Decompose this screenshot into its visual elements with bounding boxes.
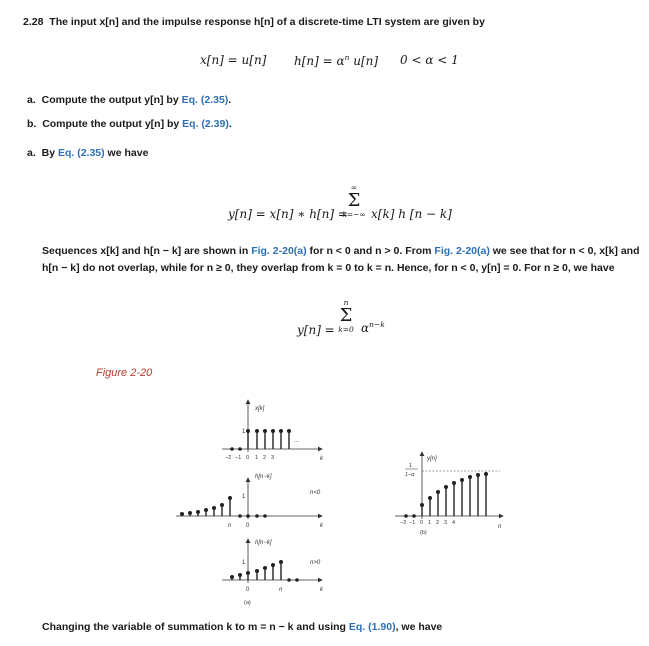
solution-a-text: By	[41, 147, 58, 159]
figure-label: Figure 2-20	[96, 367, 153, 379]
panel-b-caption: (b)	[420, 530, 427, 536]
yn-tick-3: 3	[444, 520, 448, 526]
xk-one: 1	[242, 429, 246, 435]
panel-a-caption: (a)	[244, 600, 251, 606]
h-pos-label: h[n−k]	[255, 540, 272, 546]
xk-tick-2: 2	[263, 455, 267, 461]
h-pos-one: 1	[242, 560, 246, 566]
h-pos-tick-0: 0	[246, 587, 250, 593]
sum-upper: n	[343, 298, 349, 307]
part-b-end: .	[228, 118, 232, 130]
yn-level-num: 1	[409, 463, 413, 469]
h-neg-axis-var: k	[320, 523, 323, 529]
paragraph-text-1b: for n < 0 and n > 0. From	[306, 245, 435, 257]
conv-sum-lower: k=−∞	[342, 210, 366, 219]
fig-link-1[interactable]: Fig. 2-20(a)	[251, 245, 307, 257]
h-pos-axis-var: k	[320, 587, 323, 593]
paragraph-text-1a: Sequences x[k] and h[n − k] are shown in	[42, 245, 252, 257]
impulse-base: h[n] = α	[294, 54, 345, 68]
conv-sum-upper: ∞	[350, 183, 358, 192]
part-a-eq-link[interactable]: Eq. (2.35)	[181, 94, 229, 106]
impulse-exponent: n	[344, 53, 350, 62]
yn-tick-0: 0	[420, 520, 424, 526]
panel-a-h-pos	[222, 539, 324, 606]
h-pos-cond: n>0	[310, 560, 321, 566]
h-neg-one: 1	[242, 494, 246, 500]
closing-line	[42, 621, 442, 633]
yn-tick-m1: −1	[409, 520, 416, 526]
h-neg-tick-0: 0	[246, 523, 250, 529]
closing-end: , we have	[395, 621, 443, 633]
xk-tick-1: 1	[255, 455, 259, 461]
part-b-label: b.	[27, 118, 37, 130]
closing-text: Changing the variable of summation k to m = n − k and using	[42, 621, 349, 633]
impulse-tail: u[n]	[349, 54, 379, 68]
paragraph-line-2: h[n − k] do not overlap, while for n ≥ 0, they overlap from k = 0 to k = n. Hence, for n < 0, y[n] = 0. For n ≥ 0, we have	[42, 262, 615, 274]
yn-level-den: 1−α	[405, 472, 415, 478]
xk-label: x[k]	[255, 406, 265, 412]
part-b-text: Compute the output y[n] by	[42, 118, 183, 130]
xk-stems	[246, 429, 291, 449]
sum-body-exp: n−k	[369, 320, 385, 329]
xk-tick-m2: −2	[225, 455, 232, 461]
yn-tick-2: 2	[436, 520, 440, 526]
xk-tick-0: 0	[246, 455, 250, 461]
xk-axis-var: k	[320, 456, 323, 462]
h-neg-stems	[180, 496, 232, 516]
closing-eq-link[interactable]: Eq. (1.90)	[348, 621, 396, 633]
part-a-end: .	[228, 94, 232, 106]
xk-tick-3: 3	[271, 455, 275, 461]
sum-sigma: Σ	[339, 305, 353, 326]
conv-lhs: y[n] = x[n] ∗ h[n] =	[228, 207, 348, 221]
panel-b-yn	[395, 452, 503, 536]
problem-number: 2.28	[23, 16, 44, 28]
h-pos-tick-n: n	[279, 587, 283, 593]
h-neg-cond: n<0	[310, 490, 321, 496]
sum-lhs: y[n] =	[297, 323, 335, 337]
fig-link-2[interactable]: Fig. 2-20(a)	[434, 245, 490, 257]
paragraph-text-1c: we see that for n < 0, x[k] and	[489, 245, 640, 257]
solution-a-end: we have	[104, 147, 149, 159]
yn-tick-m2: −2	[400, 520, 407, 526]
conv-body: x[k] h [n − k]	[371, 207, 452, 221]
conv-sigma: Σ	[347, 190, 361, 211]
h-neg-tick-n: n	[228, 523, 232, 529]
yn-stems	[420, 472, 488, 516]
solution-a-label: a.	[27, 147, 36, 159]
part-a-label: a.	[27, 94, 36, 106]
part-b-eq-link[interactable]: Eq. (2.39)	[182, 118, 229, 130]
xk-tick-m1: −1	[235, 455, 242, 461]
xk-ellipsis: ...	[294, 438, 300, 444]
panel-a-xk	[222, 400, 324, 462]
solution-a-eq-link[interactable]: Eq. (2.35)	[57, 147, 105, 159]
sum-lower: k=0	[338, 325, 354, 334]
part-a-text: Compute the output y[n] by	[41, 94, 182, 106]
h-neg-label: h[n−k]	[255, 474, 272, 480]
equation-input: x[n] = u[n]	[200, 53, 267, 67]
sum-body-base: α	[361, 321, 370, 335]
yn-tick-1: 1	[428, 520, 432, 526]
yn-tick-4: 4	[452, 520, 456, 526]
panel-a-h-neg	[176, 474, 324, 529]
yn-label: y[n]	[427, 456, 437, 462]
problem-text: The input x[n] and the impulse response h[n] of a discrete-time LTI system are given by	[49, 16, 485, 28]
h-pos-stems	[230, 560, 283, 580]
yn-axis-var: n	[498, 524, 502, 530]
equation-condition: 0 < α < 1	[400, 53, 459, 67]
